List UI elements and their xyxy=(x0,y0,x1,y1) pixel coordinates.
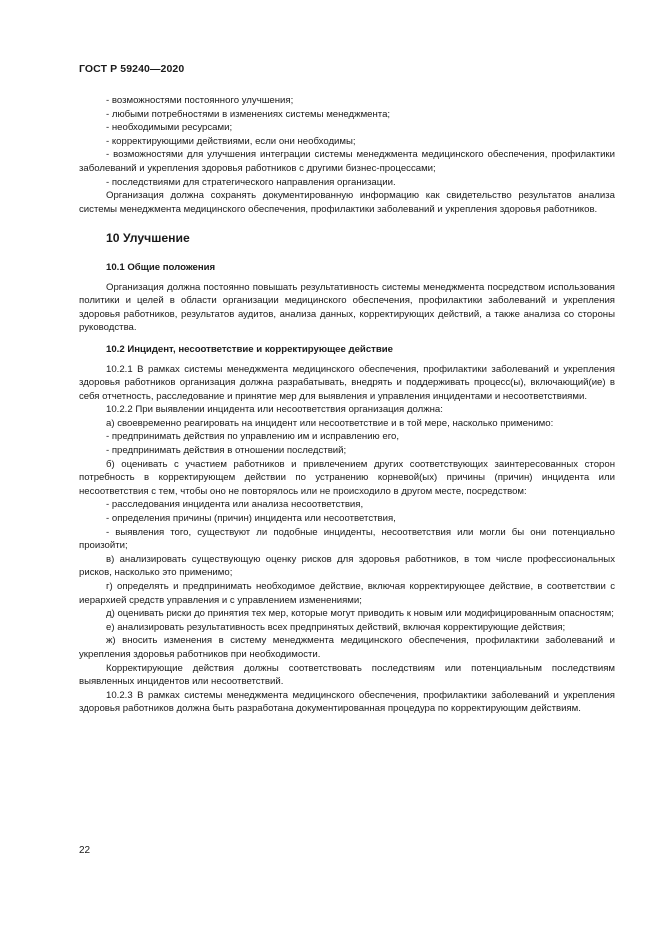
clause-10-2-3: 10.2.3 В рамках системы менеджмента медицинского обеспечения, профилактики заболеваний и укрепления здоровья работников должна быть разработана документированная процедура по корректирующим действиям. xyxy=(79,689,615,715)
item-a: а) своевременно реагировать на инцидент или несоответствие и в той мере, насколько применимо: xyxy=(106,417,554,429)
list-item: - корректирующими действиями, если они необходимы; xyxy=(106,135,356,147)
list-item: - возможностями постоянного улучшения; xyxy=(106,95,294,106)
item-b: б) оценивать с участием работников и привлечением других соответствующих заинтересованных сторон потребность в корректирующем действии по устранению корневой(ых) причины (причин) инцидента или несоответствия с тем, чтобы оно не повторялось или не происходило в другом месте, посредством: xyxy=(79,458,615,497)
item-zh: ж) вносить изменения в систему менеджмента медицинского обеспечения, профилактики заболеваний и укрепления здоровья работников при необходимости. xyxy=(79,635,615,660)
corrective-actions-paragraph: Корректирующие действия должны соответствовать последствиям или потенциальным последствиям выявленных инцидентов или несоответствий. xyxy=(79,662,615,688)
page-number: 22 xyxy=(79,845,91,856)
list-item: - возможностями для улучшения интеграции системы менеджмента медицинского обеспечения, профилактики заболеваний и укрепления здоровья работников с другими бизнес-процессами; xyxy=(79,149,615,174)
item-v: в) анализировать существующую оценку рисков для здоровья работников, в том числе профессиональных рисков, насколько это применимо; xyxy=(79,553,615,579)
spacer xyxy=(79,335,615,339)
document-body xyxy=(79,94,615,716)
list-item: - расследования инцидента или анализа несоответствия, xyxy=(106,499,364,511)
list-item: - необходимыми ресурсами; xyxy=(106,122,233,134)
list-item: - любыми потребностями в изменениях системы менеджмента; xyxy=(106,108,391,120)
section-10-heading: 10 Улучшение xyxy=(106,231,190,246)
section-10-1-paragraph: Организация должна постоянно повышать результативность системы менеджмента посредством использования политики и целей в области организации медицинского обеспечения, профилактики заболеваний и укрепления здоровья работников, результатов аудитов, анализа данных, корректирующих действий, а также анализа со стороны руководства. xyxy=(79,281,615,334)
clause-10-2-2: 10.2.2 При выявлении инцидента или несоответствия организация должна: xyxy=(106,404,443,416)
item-e: е) анализировать результативность всех предпринятых действий, включая корректирующие действия; xyxy=(106,621,566,633)
intro-closing-paragraph: Организация должна сохранять документированную информацию как свидетельство результатов анализа системы менеджмента медицинского обеспечения, профилактики заболеваний и укрепления здоровья работников. xyxy=(79,190,615,215)
item-g: г) определять и предпринимать необходимое действие, включая корректирующее действие, в соответствии с иерархией средств управления и с управлением изменениями; xyxy=(79,581,615,606)
section-10-2-heading: 10.2 Инцидент, несоответствие и корректирующее действие xyxy=(106,343,393,355)
list-item: - предпринимать действия по управлению им и исправлению его, xyxy=(106,431,400,443)
section-10-1-heading: 10.1 Общие положения xyxy=(106,261,216,273)
item-d: д) оценивать риски до принятия тех мер, которые могут приводить к новым или модифицированным опасностям; xyxy=(106,608,614,620)
clause-10-2-1: 10.2.1 В рамках системы менеджмента медицинского обеспечения, профилактики заболеваний и укрепления здоровья работников организация должна разрабатывать, внедрять и поддерживать процесс(ы), включающий(ие) в себя отчетность, расследование и принятие мер для выявления и управления инцидентами и несоответствиями. xyxy=(79,363,615,402)
document-header: ГОСТ Р 59240—2020 xyxy=(79,63,185,75)
list-item: - выявления того, существуют ли подобные инциденты, несоответствия или могли бы они потенциально произойти; xyxy=(79,526,615,552)
list-item: - определения причины (причин) инцидента или несоответствия, xyxy=(106,513,396,525)
list-item: - последствиями для стратегического направления организации. xyxy=(106,176,396,188)
list-item: - предпринимать действия в отношении последствий; xyxy=(106,445,347,457)
intro-list xyxy=(79,94,615,189)
